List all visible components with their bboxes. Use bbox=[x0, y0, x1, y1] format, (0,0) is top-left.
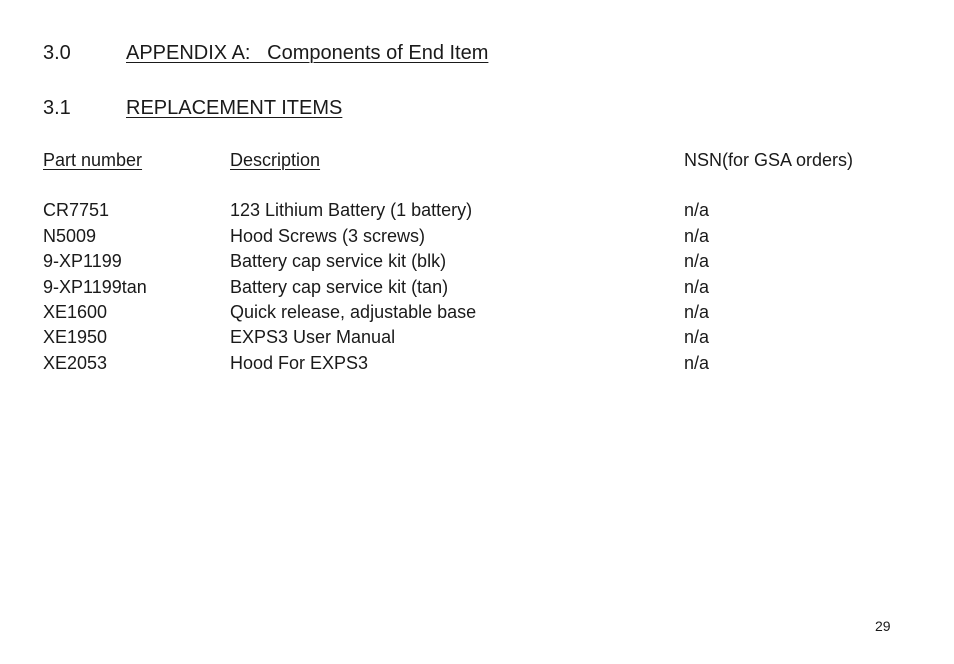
nsn-cell: n/a bbox=[684, 225, 710, 246]
table-row bbox=[43, 277, 923, 302]
section-number: 3.1 bbox=[43, 97, 71, 119]
description-cell: Quick release, adjustable base bbox=[230, 301, 477, 322]
description-cell: Hood Screws (3 screws) bbox=[230, 225, 426, 246]
table-row bbox=[43, 226, 923, 251]
description-cell: Battery cap service kit (blk) bbox=[230, 251, 447, 272]
nsn-cell: n/a bbox=[684, 352, 710, 373]
nsn-cell: n/a bbox=[684, 327, 710, 348]
part-number-cell: XE1950 bbox=[43, 327, 108, 348]
part-number-cell: N5009 bbox=[43, 225, 97, 246]
nsn-cell: n/a bbox=[684, 251, 710, 272]
description-cell: EXPS3 User Manual bbox=[230, 327, 396, 348]
nsn-cell: n/a bbox=[684, 301, 710, 322]
nsn-cell: n/a bbox=[684, 276, 710, 297]
description-cell: Battery cap service kit (tan) bbox=[230, 276, 449, 297]
part-number-cell: XE2053 bbox=[43, 352, 108, 373]
section-title: APPENDIX A: Components of End Item bbox=[126, 42, 489, 64]
table-row bbox=[43, 353, 923, 378]
table-row bbox=[43, 200, 923, 225]
table-row bbox=[43, 327, 923, 352]
table-row bbox=[43, 251, 923, 276]
section-title: REPLACEMENT ITEMS bbox=[126, 97, 343, 119]
part-number-header: Part number bbox=[43, 150, 143, 170]
part-number-cell: 9-XP1199tan bbox=[43, 276, 147, 297]
description-header: Description bbox=[230, 150, 321, 170]
nsn-header: NSN(for GSA orders) bbox=[684, 150, 854, 170]
part-number-cell: CR7751 bbox=[43, 200, 110, 221]
page-number: 29 bbox=[875, 618, 891, 634]
nsn-cell: n/a bbox=[684, 200, 710, 221]
part-number-cell: 9-XP1199 bbox=[43, 251, 122, 272]
replacement-items-table bbox=[43, 150, 923, 378]
description-cell: Hood For EXPS3 bbox=[230, 352, 369, 373]
section-number: 3.0 bbox=[43, 42, 71, 64]
description-cell: 123 Lithium Battery (1 battery) bbox=[230, 200, 473, 221]
part-number-cell: XE1600 bbox=[43, 301, 108, 322]
table-row bbox=[43, 302, 923, 327]
table-header-row bbox=[43, 150, 923, 175]
